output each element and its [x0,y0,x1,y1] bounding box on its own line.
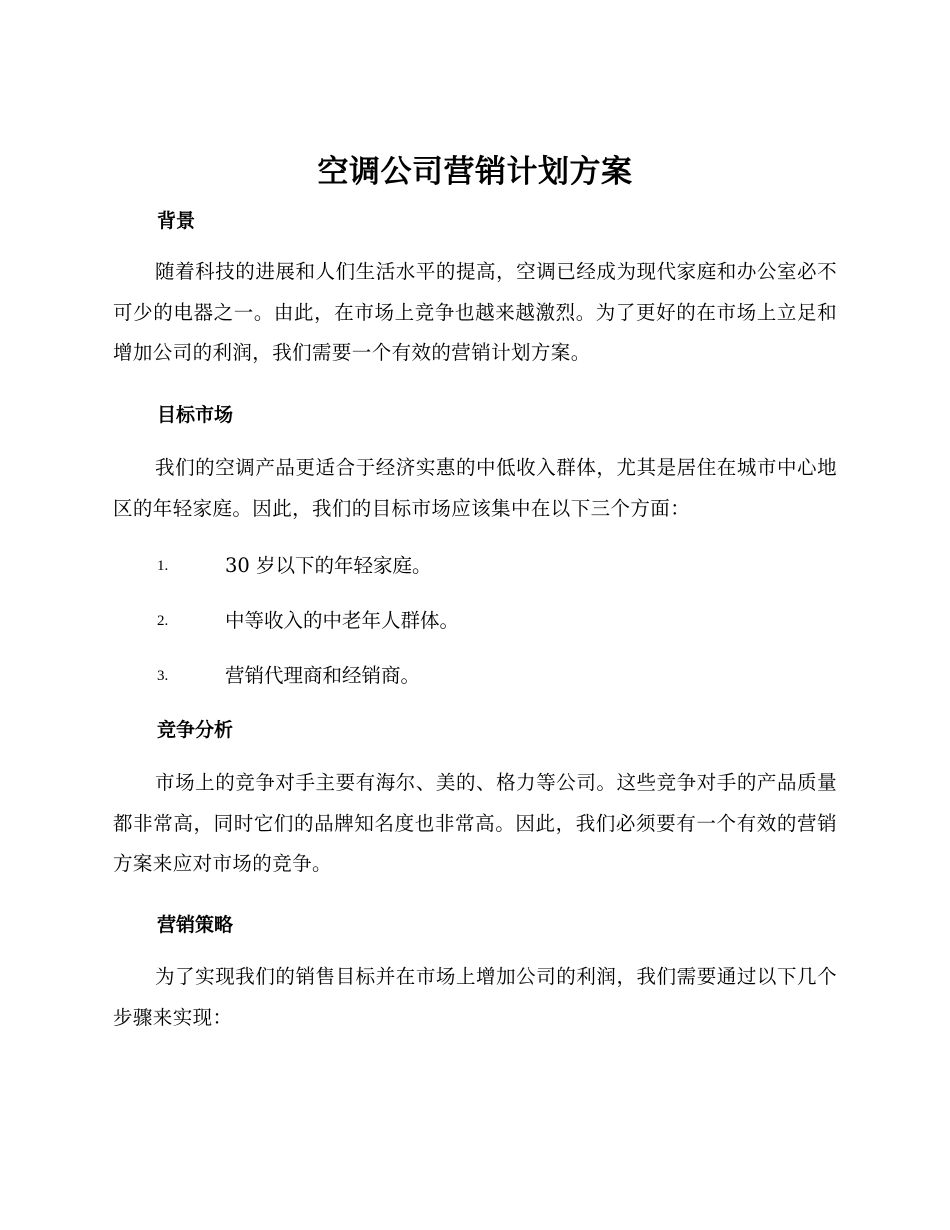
list-item-number: 3. [157,668,169,684]
section-paragraph-marketing-strategy: 为了实现我们的销售目标并在市场上增加公司的利润，我们需要通过以下几个步骤来实现： [113,965,837,1029]
document-title: 空调公司营销计划方案 [317,154,633,190]
section-paragraph-background: 随着科技的进展和人们生活水平的提高，空调已经成为现代家庭和办公室必不可少的电器之一。由此，在市场上竞争也越来越激烈。为了更好的在市场上立足和增加公司的利润，我们需要一个有效的营销计划方案。 [113,260,837,364]
section-heading-competition: 竞争分析 [157,719,234,741]
list-item-text: 30 岁以下的年轻家庭。 [225,554,432,577]
section-heading-background: 背景 [157,210,196,232]
list-item [157,607,837,635]
section-heading-target-market: 目标市场 [157,404,234,426]
list-item [157,662,837,690]
list-item-number: 1. [157,558,169,574]
section-paragraph-competition: 市场上的竞争对手主要有海尔、美的、格力等公司。这些竞争对手的产品质量都非常高，同时它们的品牌知名度也非常高。因此，我们必须要有一个有效的营销方案来应对市场的竞争。 [113,771,837,875]
list-item [157,552,837,580]
section-paragraph-target-market: 我们的空调产品更适合于经济实惠的中低收入群体，尤其是居住在城市中心地区的年轻家庭。因此，我们的目标市场应该集中在以下三个方面： [113,456,837,520]
list-item-number: 2. [157,613,169,629]
list-item-text: 中等收入的中老年人群体。 [225,609,460,632]
section-heading-marketing-strategy: 营销策略 [157,914,234,936]
list-item-text: 营销代理商和经销商。 [225,664,421,687]
